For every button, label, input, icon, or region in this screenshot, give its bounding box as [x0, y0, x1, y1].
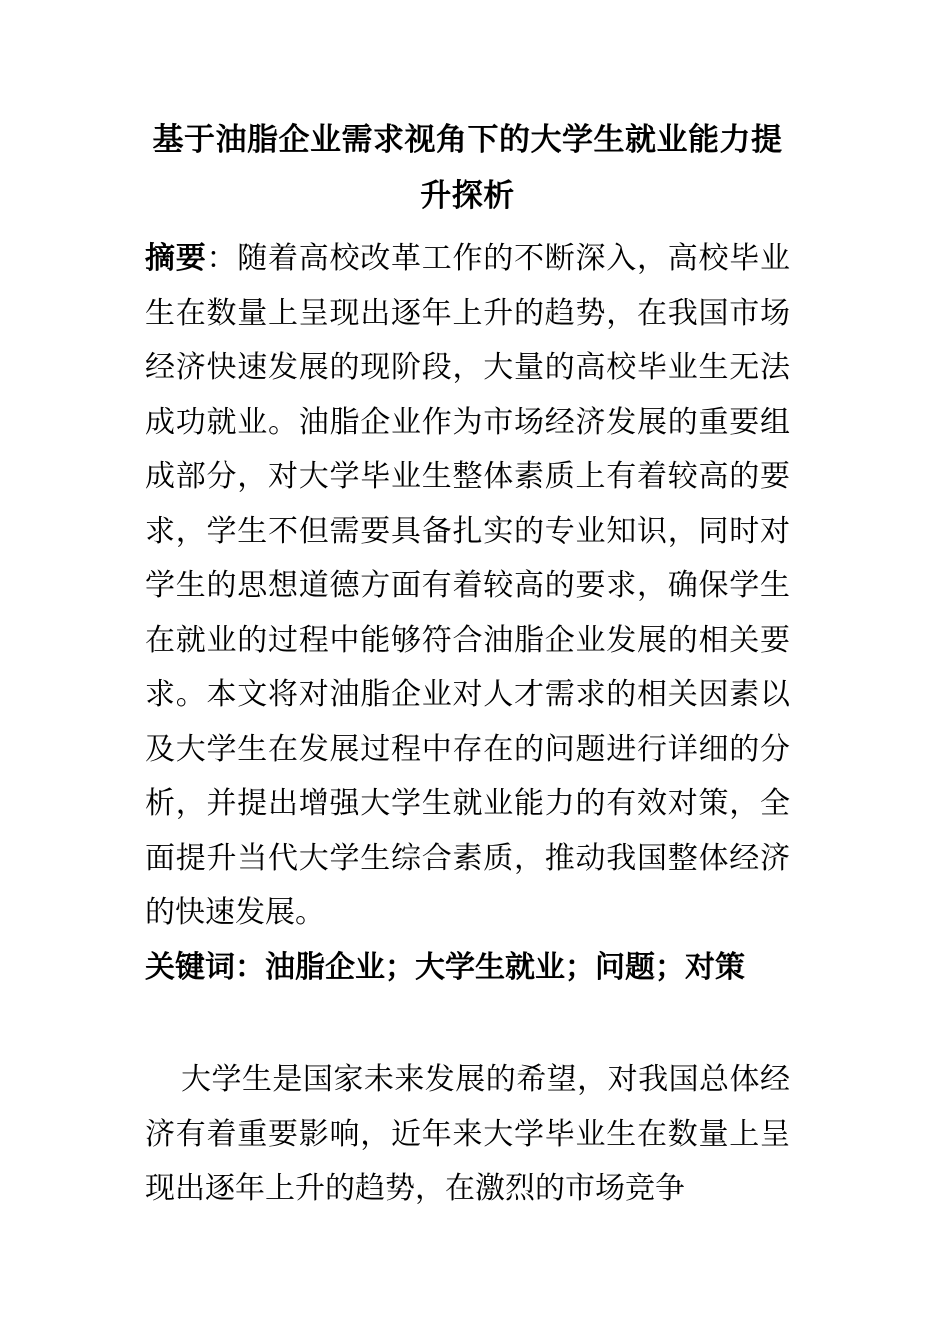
keywords-line — [145, 941, 790, 996]
abstract-paragraph — [145, 232, 790, 941]
abstract-text: 随着高校改革工作的不断深入，高校毕业生在数量上呈现出逐年上升的趋势，在我国市场经济快速发展的现阶段，大量的高校毕业生无法成功就业。油脂企业作为市场经济发展的重要组成部分，对大学毕业生整体素质上有着较高的要求，学生不但需要具备扎实的专业知识，同时对学生的思想道德方面有着较高的要求，确保学生在就业的过程中能够符合油脂企业发展的相关要求。本文将对油脂企业对人才需求的相关因素以及大学生在发展过程中存在的问题进行详细的分析，并提出增强大学生就业能力的有效对策，全面提升当代大学生综合素质，推动我国整体经济的快速发展。 — [145, 241, 790, 930]
document-page — [145, 112, 790, 1217]
keywords-text: 油脂企业；大学生就业；问题；对策 — [265, 949, 745, 985]
abstract-label: 摘要 — [145, 241, 207, 276]
body-paragraph: 大学生是国家未来发展的希望，对我国总体经济有着重要影响，近年来大学毕业生在数量上呈现出逐年上升的趋势，在激烈的市场竞争 — [145, 1062, 790, 1206]
abstract-separator: ： — [206, 241, 238, 276]
keywords-label: 关键词： — [145, 949, 265, 985]
document-title: 基于油脂企业需求视角下的大学生就业能力提升探析 — [152, 122, 783, 214]
